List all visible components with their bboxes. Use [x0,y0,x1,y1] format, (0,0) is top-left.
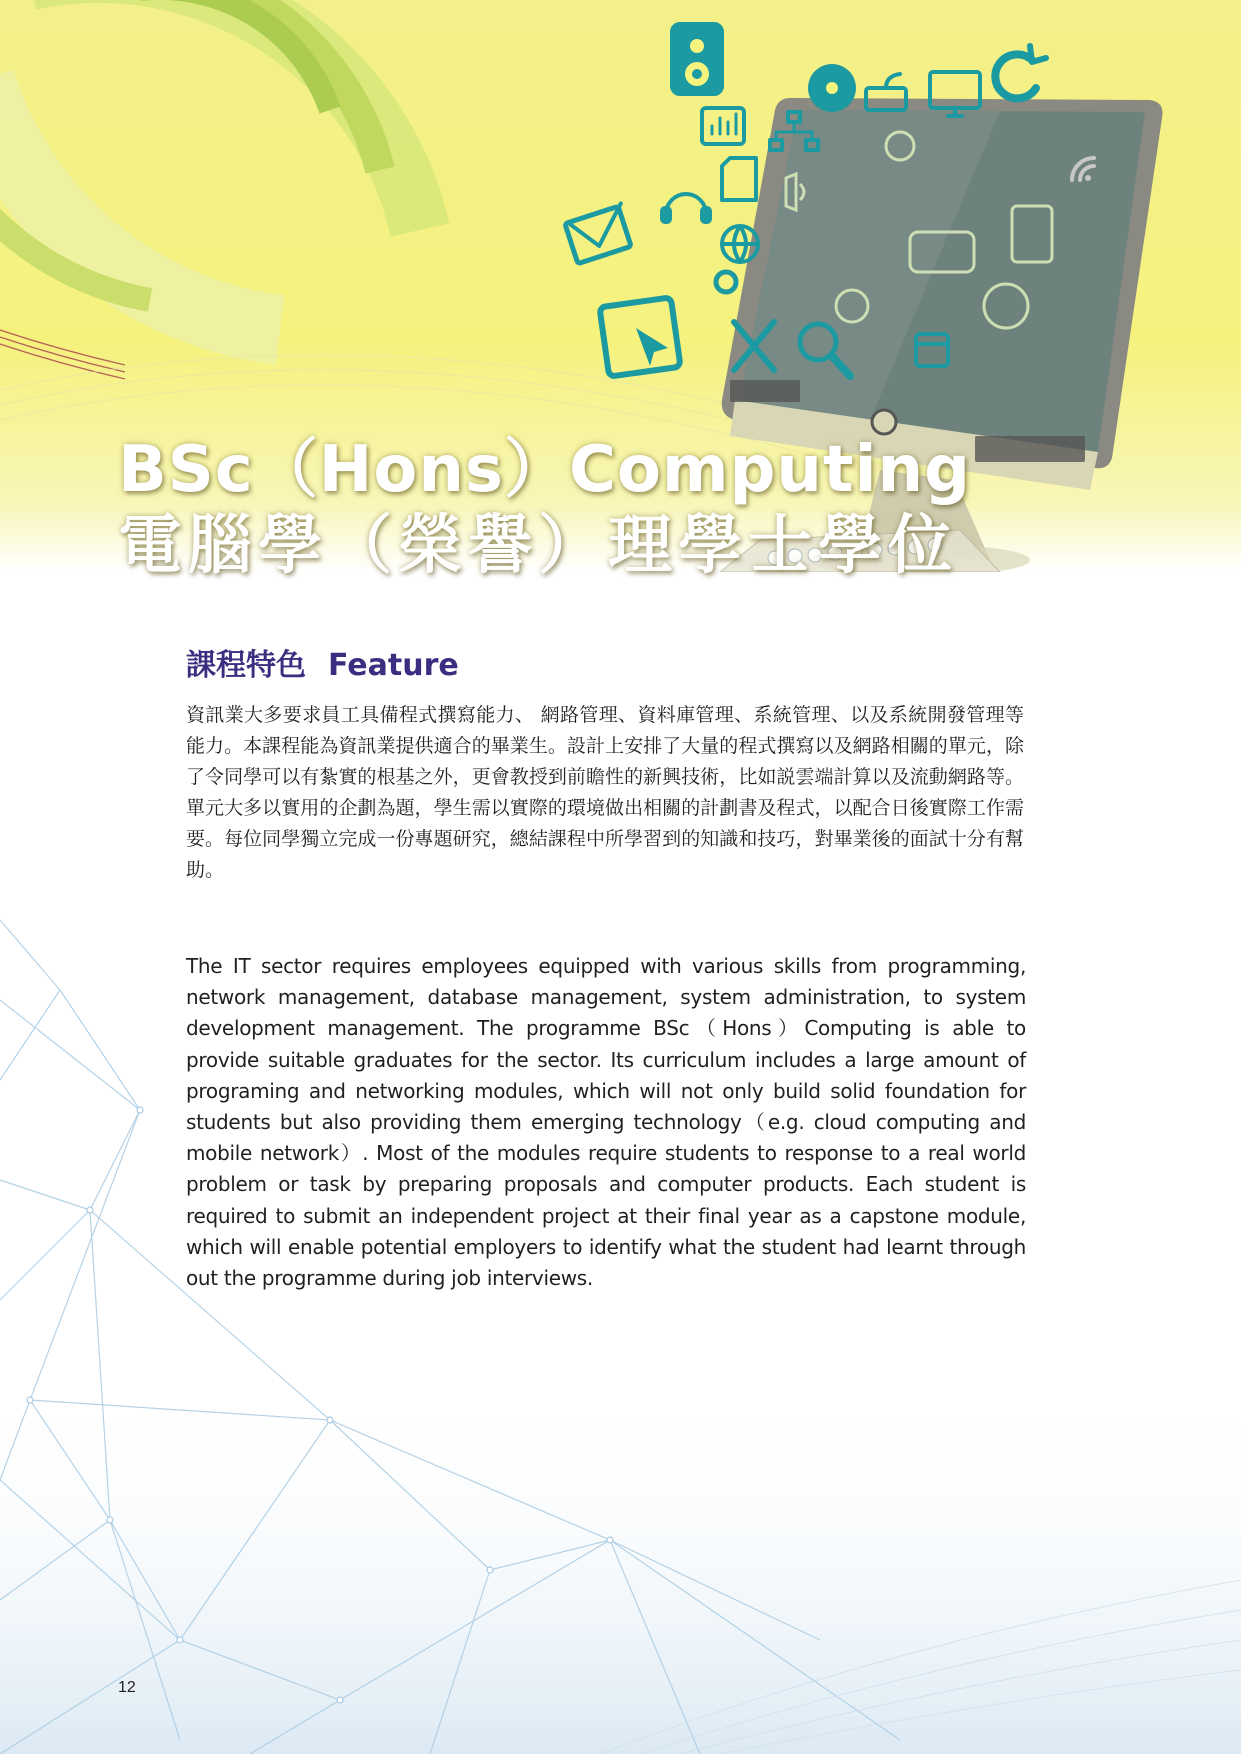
speaker-icon [672,24,722,94]
disc-icon [808,64,856,112]
monitor-icon [930,72,980,116]
page-title-chinese: 電腦學（榮譽）理學士學位 [118,509,958,583]
feature-paragraph-english: The IT sector requires employees equipped with various skills from programming, network management, database management, system administration, to system development management. The programme BSc（Hons）Computing is able to provide suitable graduates for the sector. Its curriculum includes a large amount of programing and networking modules, which will not only build solid foundation for students but also providing them emerging technology（e.g. cloud computing and mobile network）. Most of the modules require students to response to a real world problem or task by preparing proposals and computer products. Each student is required to submit an independent project at their final year as a capstone module, which will enable potential employers to identify what the student had learnt through out the programme during job interviews. [186,954,1026,1291]
headphones-icon [662,194,710,222]
feature-paragraph-chinese: 資訊業大多要求員工具備程式撰寫能力、 網路管理、資料庫管理、系統管理、以及系統開發管理等能力。本課程能為資訊業提供適合的畢業生。設計上安排了大量的程式撰寫以及網路相關的單元，除了令同學可以有紮實的根基之外，更會教授到前瞻性的新興技術，比如説雲端計算以及流動網路等。單元大多以實用的企劃為題，學生需以實際的環境做出相關的計劃書及程式，以配合日後實際工作需要。每位同學獨立完成一份專題研究，總結課程中所學習到的知識和技巧，對畢業後的面試十分有幫助。 [186,704,1024,881]
page-title-english: BSc（Hons）Computing [118,433,971,507]
mail-icon [565,203,631,263]
refresh-icon [995,46,1046,98]
section-heading-chinese: 課程特色 [186,648,306,683]
cursor-window-icon [599,297,680,376]
sd-card-icon [722,158,756,200]
page-number: 12 [118,1679,136,1696]
section-heading-english: Feature [328,648,459,683]
gear-icon [716,272,736,292]
chart-icon [702,108,744,144]
globe-icon [722,226,758,262]
section-heading [186,640,459,684]
